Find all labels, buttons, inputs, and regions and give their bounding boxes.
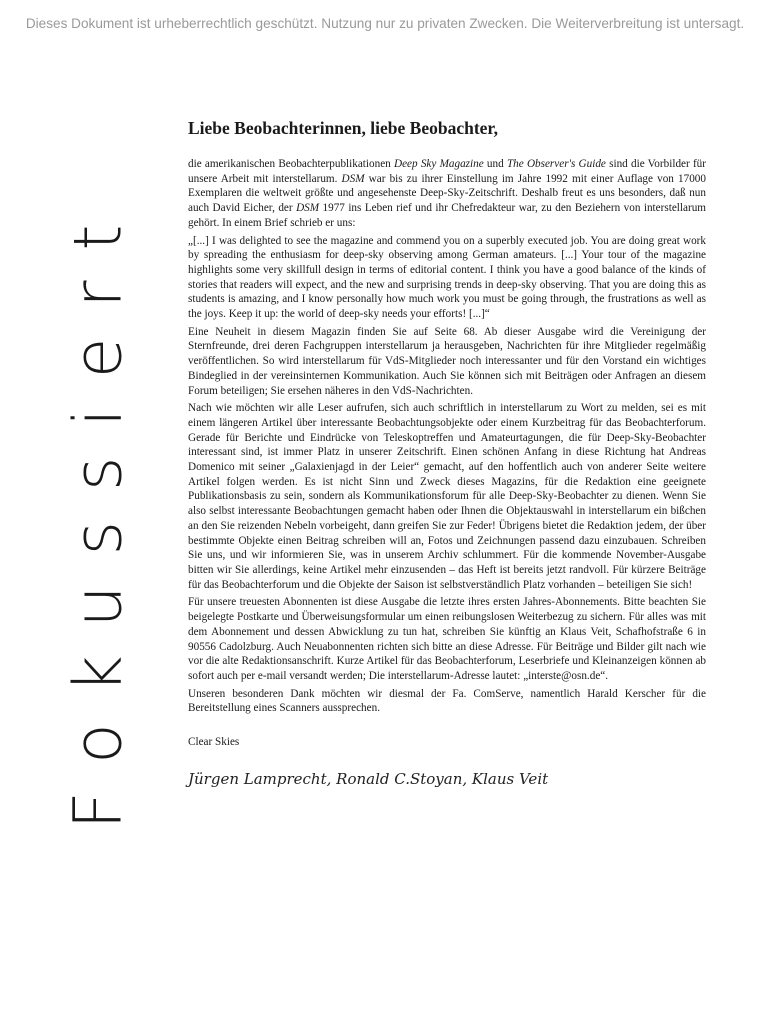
closing-line: Clear Skies [188, 736, 240, 749]
magazine-abbrev: DSM [296, 202, 320, 215]
salutation-heading: Liebe Beobachterinnen, liebe Beobachter, [188, 118, 498, 138]
body-paragraph: Für unsere treuesten Abonnenten ist diese Ausgabe die letzte ihres ersten Jahres-Abonnements. Bitte beachten Sie beigelegte Postkarte und Überweisungsformular um einen reibungslosen Weiterbezug zu sichern. Für alles was mit dem Abonnement und dessen Abwicklung zu tun hat, schreiben Sie künftig an Klaus Veit, Schafhofstraße 6 in 90556 Cadolzburg. Auch Neuabonnenten richten sich bitte an diese Adresse. Für Beiträge und Bilder gilt nach wie vor die alte Redaktionsanschrift. Kurze Artikel für das Beobachterforum, Leserbriefe und Kleinanzeigen können ab sofort auch per e-mail versandt werden; Die interstellarum-Adresse lautet: „interste@osn.de“. [188, 596, 706, 682]
intro-paragraph: die amerikanischen Beobachterpublikationen Deep Sky Magazine und The Observer's Guide sind die Vorbilder für unsere Arbeit mit interstellarum. DSM war bis zu ihrer Einstellung im Jahre 1992 mit einer Auflage von 17000 Exemplaren die weltweit größte und angesehenste Deep-Sky-Zeitschrift. Deshalb freut es uns besonders, daß nun auch David Eicher, der DSM 1977 ins Leben rief und ihr Chefredakteur war, zu den Beziehern von interstellarum gehört. In einem Brief schrieb er uns: [188, 158, 706, 229]
quote-paragraph: „[...] I was delighted to see the magazine and commend you on a superbly executed job. You are doing great work by spreading the enthusiasm for deep-sky observing among German amateurs. [...] Your tour of the magazine highlights some very skillfull design in terms of editorial content. I think you have a good balance of the kinds of stories that readers will expect, and the new and surprising trends in deep-sky observing. That you are doing this as students is amazing, and I know personally how much work you must be going through, the frustrations as well as the joys. Keep it up: the world of deep-sky needs your efforts! [...]“ [188, 234, 706, 321]
copyright-watermark: Dieses Dokument ist urheberrechtlich geschützt. Nutzung nur zu privaten Zwecken. Die Weiterverbreitung ist untersagt. [25, 16, 745, 31]
magazine-title-observers-guide: The Observer's Guide [506, 158, 606, 170]
signature: Jürgen Lamprecht, Ronald C.Stoyan, Klaus Veit [188, 770, 549, 789]
body-paragraph: Unseren besonderen Dank möchten wir diesmal der Fa. ComServe, namentlich Harald Kerscher für die Bereitstellung eines Scanners aussprechen. [188, 687, 706, 715]
body-paragraph: Nach wie möchten wir alle Leser aufrufen, sich auch schriftlich in interstellarum zu Wort zu melden, sei es mit einem längeren Artikel über interessante Beobachtungsobjekte oder einem Kurzbeitrag für das Beobachterforum. Gerade für Berichte und Eindrücke von Teleskoptreffen und Amateurtagungen, die für Deep-Sky-Beobachter interessant sind, ist immer Platz in unserer Zeitschrift. Einen schönen Anfang in diese Richtung hat Andreas Domenico mit seiner „Galaxienjagd in der Leier“ gemacht, auf den hoffentlich auch von anderer Seite weitere Artikel folgen werden. Es ist nicht Sinn und Zweck dieses Magazins, für die Redaktion eine geeignete Publikationsbasis zu sein, sondern als Kommunikationsforum für alle Deep-Sky-Beobachter zu dienen. Wenn Sie also selbst interessante Beobachtungen gemacht haben oder Ihnen die Objektauswahl in interstellarum ein bißchen an den Sie reizenden Nebeln vorbeigeht, dann greifen Sie zur Feder! Übrigens bietet die Redaktion jedem, der über bestimmte Objekte einen Beitrag schreiben will an, Fotos und Zeichnungen passend dazu einzubauen. Schreiben Sie uns, und wir informieren Sie, was in unserem Archiv schlummert. Für die kommende November-Ausgabe bitten wir Sie allerdings, keine Artikel mehr einzusenden – das Heft ist bereits jetzt randvoll. Für kürzere Beiträge für das Beobachterforum und die Objekte der Saison ist selbstverständlich Platz vorhanden – beteiligen Sie sich! [188, 402, 706, 591]
magazine-title-dsm: Deep Sky Magazine [394, 158, 484, 170]
section-title-vertical: Fokussiert [59, 194, 137, 830]
body-paragraph: Eine Neuheit in diesem Magazin finden Sie auf Seite 68. Ab dieser Ausgabe wird die Vereinigung der Sternfreunde, drei deren Fachgruppen interstellarum ja herausgeben, Nachrichten für ihre Mitglieder regelmäßig veröffentlichen. So wird interstellarum für VdS-Mitglieder noch interessanter und für den Vorstand ein wichtiges Bindeglied in der vereinsinternen Kommunikation. Auch Sie können sich mit Beiträgen oder Anfragen an diesem Forum beteiligen; Sie ersehen näheres in den VdS-Nachrichten. [188, 325, 706, 397]
magazine-abbrev: DSM [341, 172, 365, 185]
editorial-letter [188, 118, 706, 788]
